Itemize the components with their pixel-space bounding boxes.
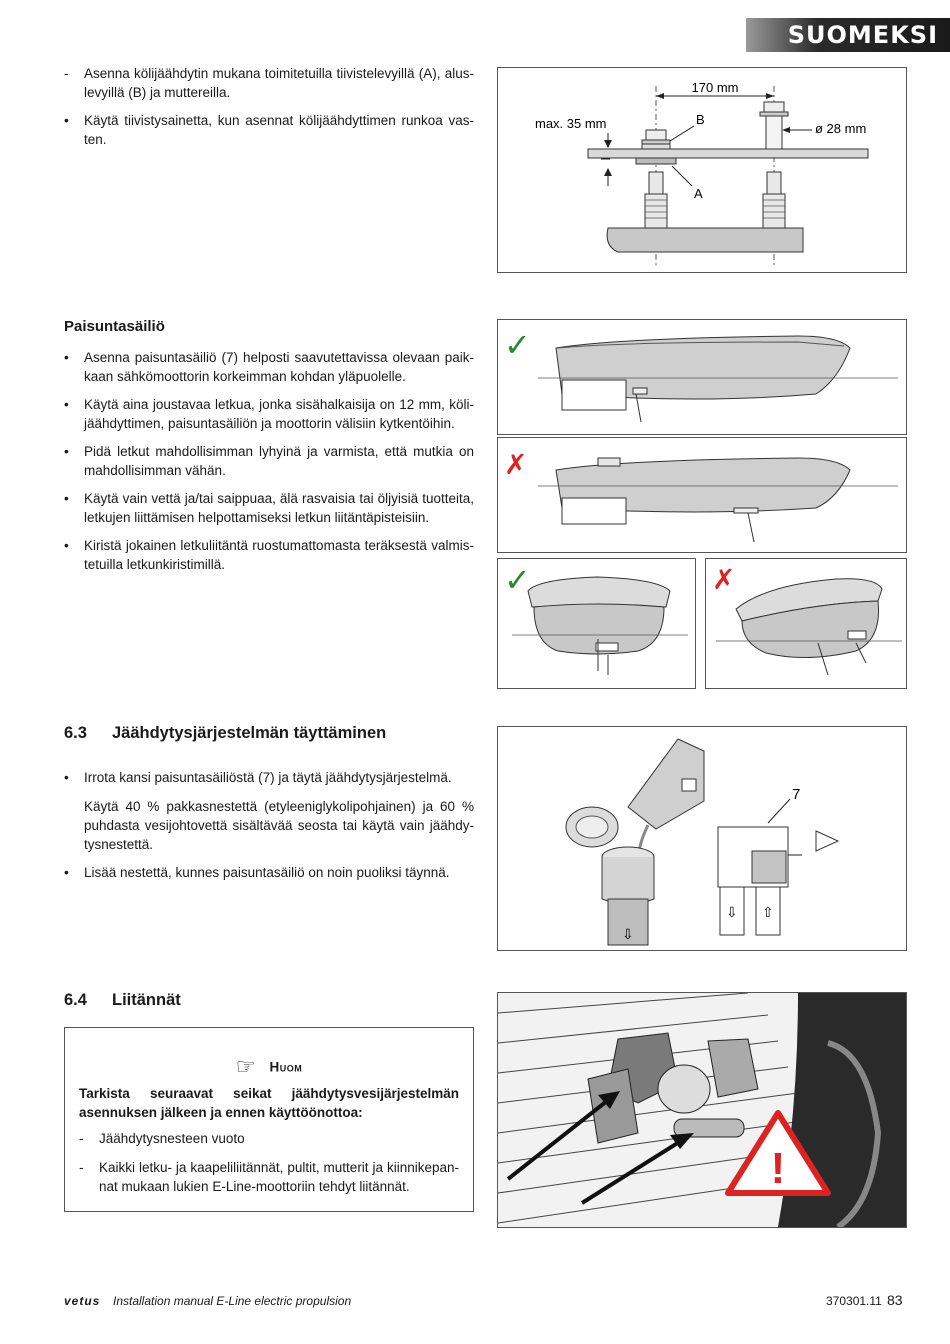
list-marker: • (64, 444, 69, 459)
boat-correct-figure (497, 319, 907, 435)
warning-icon: ! (770, 1144, 786, 1193)
page-number: 83 (887, 1292, 903, 1308)
list-item (64, 111, 474, 149)
dim-diameter-label: ø 28 mm (815, 121, 867, 136)
list-item-text: Käytä 40 % pakkasnestettä (etyleeniglykolipohjainen) ja 60 % puhdasta vesijohtovettä sisältävää seosta tai käytä vain jäähdytysnestettä. (84, 799, 474, 852)
down-arrow-icon: ⇩ (622, 926, 634, 942)
list-item-text: Käytä aina joustavaa letkua, jonka sisähalkaisija on 12 mm, kölijäähdyttimen, paisuntasäiliön ja moottorin välisiin kytkentöihin. (84, 397, 474, 431)
list-item-text: Käytä tiivistysainetta, kun asennat kölijäähdyttimen runkoa vasten. (84, 113, 474, 147)
label-b: B (696, 112, 705, 127)
list-marker: - (79, 1160, 84, 1175)
list-item-text: Irrota kansi paisuntasäiliöstä (7) ja täytä jäähdytysjärjestelmä. (84, 770, 452, 785)
filling-figure (497, 726, 907, 951)
cross-icon: ✗ (712, 564, 736, 595)
note-box (64, 1027, 474, 1212)
boat-incorrect-figure (497, 437, 907, 553)
brand-logo: vetus (64, 1294, 101, 1308)
list-marker: • (64, 397, 69, 412)
section-title: Liitännät (112, 991, 181, 1009)
list-marker: • (64, 113, 69, 128)
list-marker: • (64, 350, 69, 365)
keel-cooler-figure (497, 67, 907, 273)
check-icon: ✓ (504, 562, 531, 598)
note-label: Huom (269, 1059, 303, 1075)
label-7: 7 (792, 786, 801, 803)
list-item-text: Käytä vain vettä ja/tai saippuaa, älä rasvaisia tai öljyisiä tuotteita, letkujen liittämisen helpottamiseksi letkun liitäntäpisteisiin. (84, 491, 474, 525)
section-number: 6.3 (64, 724, 87, 742)
section-heading: Paisuntasäiliö (64, 318, 165, 335)
connections-photo (497, 992, 907, 1228)
list-marker: • (64, 770, 69, 785)
connections-drawing (498, 993, 906, 1227)
dim-max-label: max. 35 mm (535, 116, 607, 131)
doc-number: 370301.11 (826, 1294, 882, 1308)
boat-correct-drawing (498, 320, 906, 434)
list-item (64, 768, 474, 787)
manual-title: Installation manual E-Line electric propulsion (113, 1294, 352, 1308)
section-number: 6.4 (64, 991, 87, 1009)
language-tab: SUOMEKSI (746, 18, 950, 52)
up-arrow-icon: ⇧ (762, 904, 774, 920)
list-marker: - (64, 66, 69, 81)
list-item (64, 536, 474, 574)
tank-correct-drawing (498, 559, 695, 688)
list-item (64, 395, 474, 433)
list-item-text: Jäähdytysnesteen vuoto (99, 1131, 245, 1146)
section-title: Jäähdytysjärjestelmän täyttäminen (112, 724, 387, 742)
boat-incorrect-drawing (498, 438, 906, 552)
dim-width-label: 170 mm (691, 80, 739, 95)
list-item (64, 863, 474, 882)
pointing-hand-icon: ☞ (235, 1054, 256, 1079)
section-heading (64, 991, 181, 1010)
list-item-text: Asenna kölijäähdytin mukana toimitetuilla tiivistelevyillä (A), aluslevyillä (B) ja muttereilla. (84, 66, 474, 100)
note-intro: Tarkista seuraavat seikat jäähdytysvesijärjestelmän asennuksen jälkeen ja ennen käyttöönottoa: (79, 1086, 459, 1120)
list-item-text: Kiristä jokainen letkuliitäntä ruostumattomasta teräksestä valmistetuilla letkunkiristimillä. (84, 538, 474, 572)
list-item-text: Kaikki letku- ja kaapeliliitännät, pultit, mutterit ja kiinnikepannat mukaan lukien E-Line-moottoriin tehdyt liitännät. (99, 1160, 459, 1194)
check-icon: ✓ (504, 327, 531, 363)
tank-correct-figure (497, 558, 696, 689)
keel-cooler-drawing (498, 68, 906, 272)
list-item-text: Asenna paisuntasäiliö (7) helposti saavutettavissa olevaan paikkaan sähkömoottorin korkeimman kohdan yläpuolelle. (84, 350, 474, 384)
filling-drawing (498, 727, 906, 950)
list-item (79, 1129, 459, 1148)
list-item (64, 797, 474, 854)
list-item (64, 348, 474, 386)
tank-incorrect-figure (705, 558, 907, 689)
cross-icon: ✗ (504, 449, 528, 480)
label-a: A (694, 186, 703, 201)
list-item (64, 489, 474, 527)
list-marker: • (64, 491, 69, 506)
note-title (65, 1054, 473, 1080)
list-marker: • (64, 865, 69, 880)
section-heading (64, 724, 386, 743)
list-marker: - (79, 1131, 84, 1146)
list-item-text: Pidä letkut mahdollisimman lyhyinä ja varmista, että mutkia on mahdollisimman vähän. (84, 444, 474, 478)
list-item (64, 64, 474, 102)
list-marker: • (64, 538, 69, 553)
tank-incorrect-drawing (706, 559, 906, 688)
list-item (79, 1158, 459, 1196)
down-arrow-icon: ⇩ (726, 904, 738, 920)
list-item-text: Lisää nestettä, kunnes paisuntasäiliö on noin puoliksi täynnä. (84, 865, 450, 880)
list-item (64, 442, 474, 480)
